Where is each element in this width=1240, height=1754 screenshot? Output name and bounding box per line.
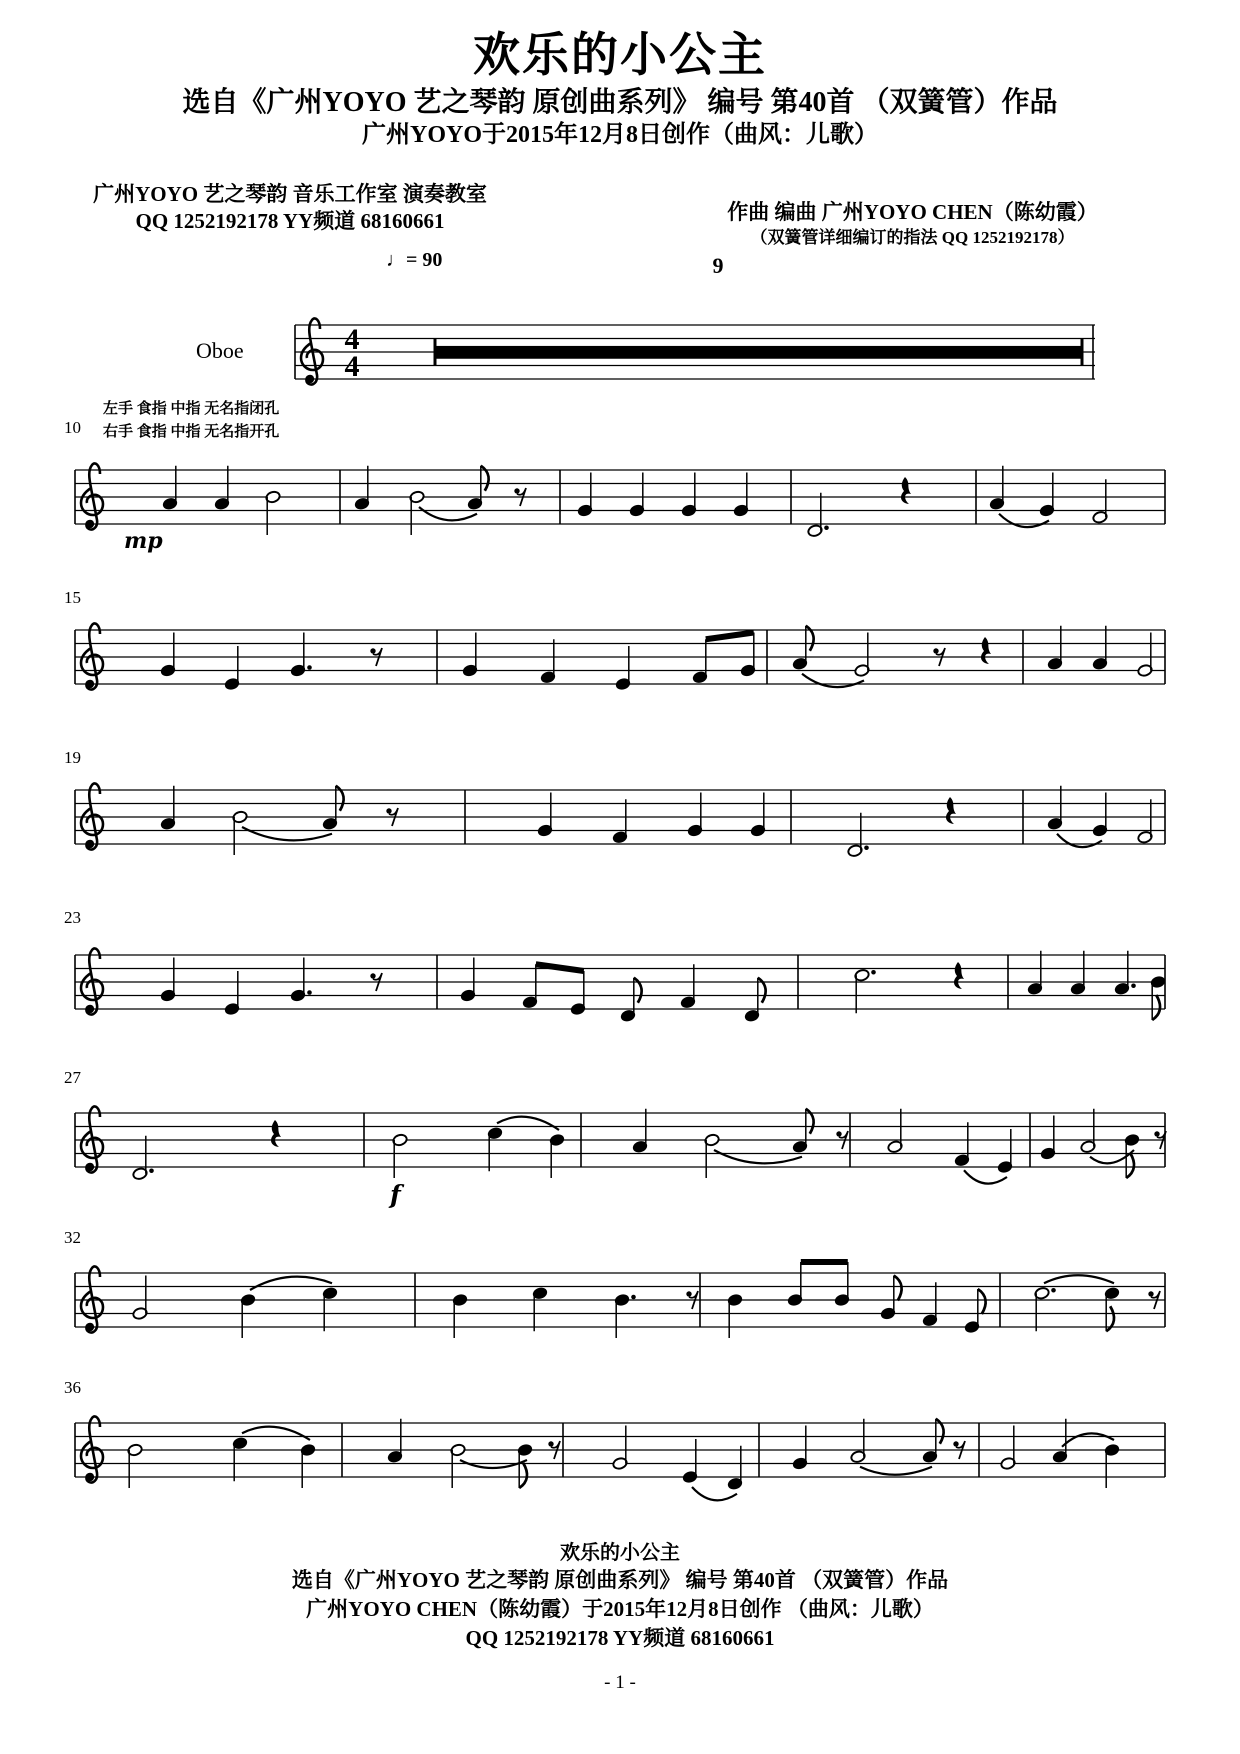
- tempo-marking: ♩= 90: [386, 249, 443, 271]
- studio-line2: QQ 1252192178 YY频道 68160661: [135, 209, 445, 233]
- measure-number-27: 27: [64, 1068, 81, 1087]
- piece-subtitle: 选自《广州YOYO 艺之琴韵 原创曲系列》 编号 第40首 （双簧管）作品: [182, 87, 1058, 118]
- credit-line2: （双簧管详细编订的指法 QQ 1252192178）: [750, 228, 1075, 247]
- measure-number-15: 15: [64, 588, 81, 607]
- measure-number-36: 36: [64, 1378, 81, 1397]
- dynamic-f: f: [390, 1180, 401, 1209]
- piece-dateline: 广州YOYO于2015年12月8日创作（曲风：儿歌）: [362, 122, 878, 148]
- instrument-label: Oboe: [196, 338, 244, 363]
- svg-text:4: 4: [344, 323, 360, 356]
- studio-line1: 广州YOYO 艺之琴韵 音乐工作室 演奏教室: [93, 182, 487, 206]
- multirest-count: 9: [712, 253, 724, 278]
- footer-contact: QQ 1252192178 YY频道 68160661: [465, 1626, 775, 1650]
- dynamic-mp: mp: [124, 528, 163, 554]
- svg-text:4: 4: [344, 350, 360, 383]
- fingering-note-line2: 右手 食指 中指 无名指开孔: [103, 424, 280, 440]
- footer-series: 选自《广州YOYO 艺之琴韵 原创曲系列》 编号 第40首 （双簧管）作品: [291, 1568, 949, 1592]
- page-number: - 1 -: [604, 1672, 636, 1693]
- credit-line1: 作曲 编曲 广州YOYO CHEN（陈幼霞）: [727, 200, 1098, 224]
- piece-title: 欢乐的小公主: [473, 30, 767, 82]
- footer-author: 广州YOYO CHEN（陈幼霞）于2015年12月8日创作 （曲风：儿歌）: [306, 1597, 934, 1621]
- measure-number-32: 32: [64, 1228, 81, 1247]
- measure-number-10: 10: [64, 418, 81, 437]
- footer-title: 欢乐的小公主: [560, 1542, 680, 1564]
- fingering-note-line1: 左手 食指 中指 无名指闭孔: [103, 401, 280, 417]
- measure-number-19: 19: [64, 748, 81, 767]
- measure-number-23: 23: [64, 908, 81, 927]
